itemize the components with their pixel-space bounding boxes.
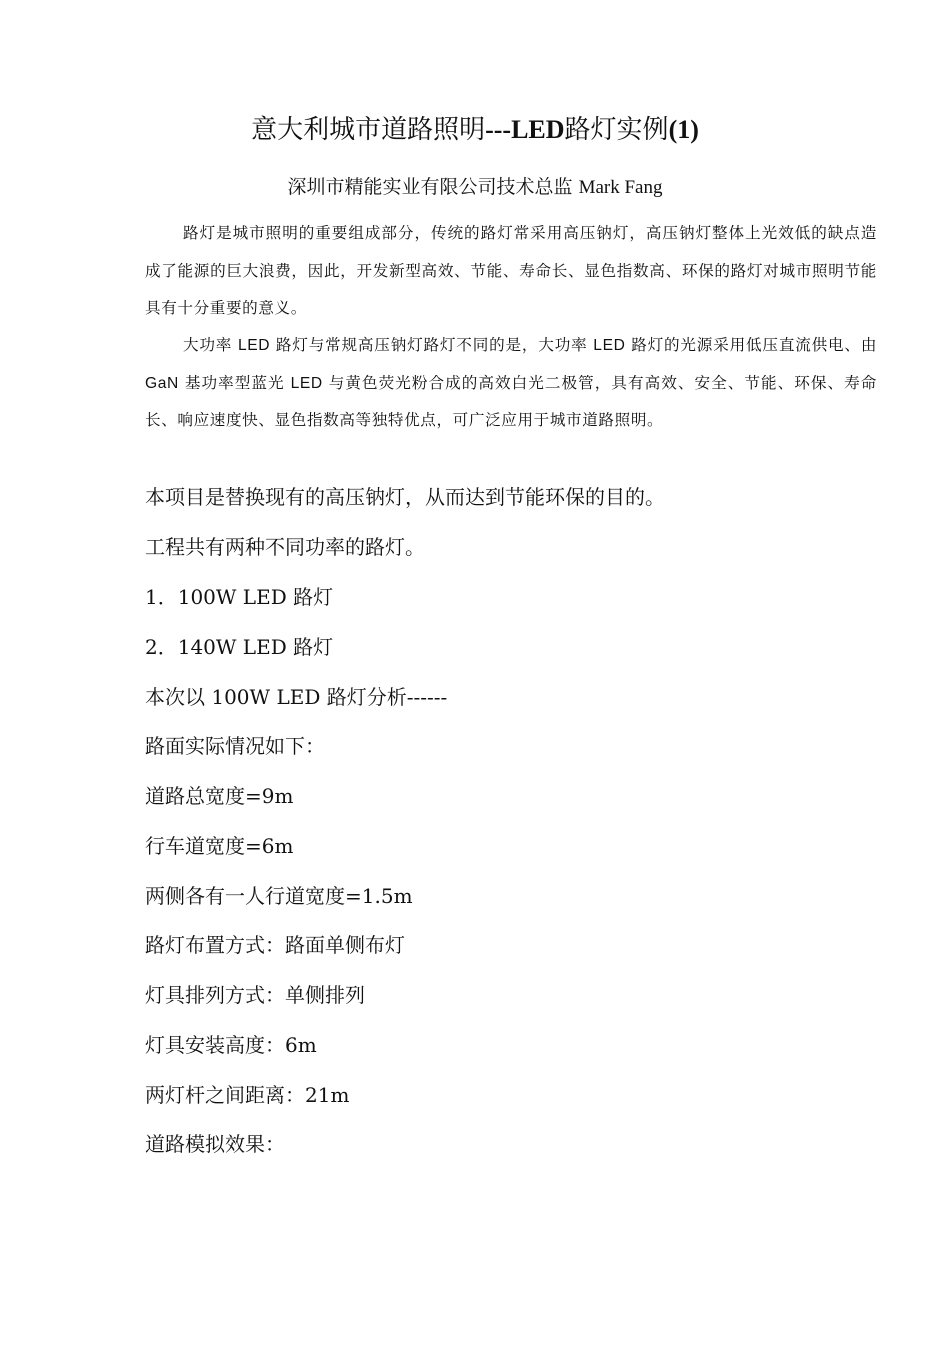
lamp-item-140w: 2．140W LED 路灯 bbox=[145, 635, 334, 659]
para2-term-3: GaN bbox=[145, 374, 179, 392]
para2-text-2: 路灯与常规高压钠灯路灯不同的是，大功率 bbox=[270, 336, 594, 354]
road-total-width: 道路总宽度=9m bbox=[145, 784, 294, 808]
led-description-paragraph bbox=[145, 327, 877, 440]
subtitle-company: 深圳市精能实业有限公司技术总监 bbox=[287, 176, 579, 198]
road-conditions-heading: 路面实际情况如下： bbox=[145, 734, 325, 758]
pole-spacing: 两灯杆之间距离：21m bbox=[145, 1083, 350, 1107]
para2-term-4: LED bbox=[290, 374, 323, 392]
analysis-line: 本次以 100W LED 路灯分析------ bbox=[145, 685, 448, 709]
project-goal-line: 本项目是替换现有的高压钠灯，从而达到节能环保的目的。 bbox=[145, 485, 665, 509]
lamp-types-line: 工程共有两种不同功率的路灯。 bbox=[145, 535, 425, 559]
mounting-height: 灯具安装高度：6m bbox=[145, 1033, 317, 1057]
intro-paragraph: 路灯是城市照明的重要组成部分，传统的路灯常采用高压钠灯，高压钠灯整体上光效低的缺点造成了能源的巨大浪费，因此，开发新型高效、节能、寿命长、显色指数高、环保的路灯对城市照明节能具有十分重要的意义。 bbox=[145, 224, 877, 317]
lamp-layout: 路灯布置方式：路面单侧布灯 bbox=[145, 933, 405, 957]
para2-text-1: 大功率 bbox=[183, 336, 238, 354]
para2-text-3: 路灯的光源采用低压直流供电、由 bbox=[625, 336, 878, 354]
carriageway-width: 行车道宽度=6m bbox=[145, 834, 294, 858]
para2-text-4: 基功率型蓝光 bbox=[178, 373, 291, 392]
title-text-led: ---LED bbox=[485, 115, 565, 144]
road-simulation-heading: 道路模拟效果： bbox=[145, 1132, 285, 1156]
lamp-item-100w: 1．100W LED 路灯 bbox=[145, 585, 334, 609]
para2-text-5: 与黄色荧光粉合成的高效白光二极管，具有高效、安全、节能、环保、寿命长、响应速度快、显色指数高等独特优点，可广泛应用于城市道路照明。 bbox=[145, 373, 878, 429]
lamp-arrangement: 灯具排列方式：单侧排列 bbox=[145, 983, 365, 1007]
subtitle-author: Mark Fang bbox=[578, 177, 663, 198]
para2-term-1: LED bbox=[237, 337, 271, 354]
title-text-number: (1) bbox=[668, 115, 699, 144]
document-title bbox=[0, 110, 950, 150]
title-text-after: 路灯实例 bbox=[564, 115, 669, 145]
sidewalk-width: 两侧各有一人行道宽度=1.5m bbox=[145, 884, 413, 908]
document-subtitle bbox=[0, 172, 950, 203]
para2-term-2: LED bbox=[593, 337, 626, 354]
title-text-main: 意大利城市道路照明 bbox=[251, 115, 486, 145]
